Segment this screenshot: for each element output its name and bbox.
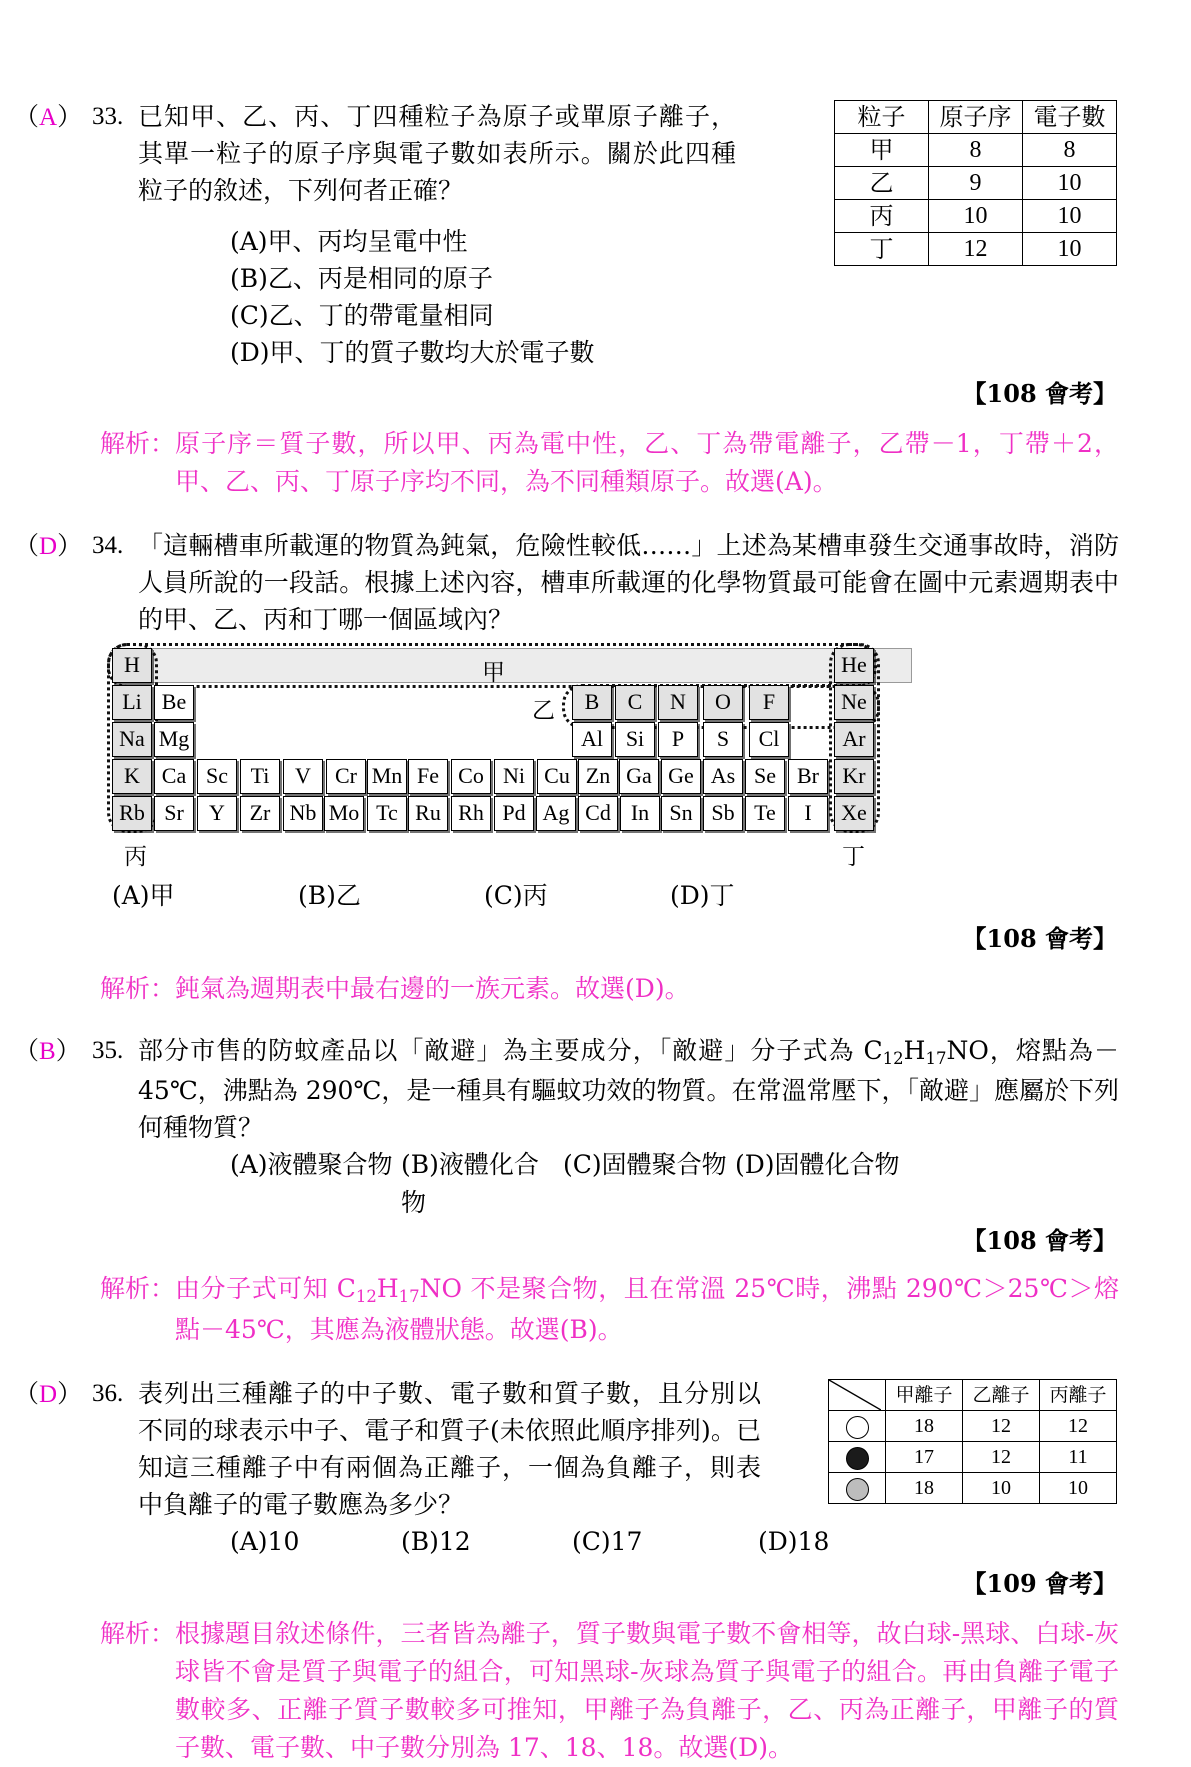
table-header-row [835, 101, 1117, 134]
element-Rb: Rb [112, 796, 152, 831]
region-outline-jia [107, 643, 877, 688]
q35-answer-key [0, 1032, 92, 1070]
q36-explanation-text: 根據題目敘述條件，三者皆為離子，質子數與電子數不會相等，故白球-黑球、白球-灰球皆不會是質子與電子的組合，可知黑球-灰球為質子與電子的組合。再由負離子電子數較多、正離子質子數較多可推知，甲離子為負離子，乙、丙為正離子，甲離子的質子數、電子數、中子數分別為 17、18、18。故選(D)。 [175, 1619, 1119, 1762]
q33-explanation-text: 原子序＝質子數，所以甲、丙為電中性，乙、丁為帶電離子，乙帶－1，丁帶＋2，甲、乙、丙、丁原子序均不同，為不同種類原子。故選(A)。 [175, 429, 1119, 496]
q33-r2c2: 10 [1023, 200, 1117, 233]
element-Se: Se [745, 759, 785, 794]
region-label-yi: 乙 [532, 698, 555, 724]
element-Cd: Cd [578, 796, 618, 831]
question-33 [0, 0, 1191, 411]
q35-exp-part2: H [376, 1274, 399, 1303]
q33-r0c0: 甲 [835, 134, 929, 167]
element-Xe: Xe [834, 796, 874, 831]
table-row [835, 167, 1117, 200]
element-Kr: Kr [834, 759, 874, 794]
element-Be: Be [154, 685, 194, 720]
element-Si: Si [615, 722, 655, 757]
element-C: C [615, 685, 655, 720]
element-Sc: Sc [197, 759, 237, 794]
q36-marker-gray-circle-icon [829, 1473, 886, 1504]
element-In: In [620, 796, 660, 831]
q36-marker-white-circle-icon [829, 1411, 886, 1442]
q35-stem-part2: H [903, 1036, 926, 1065]
q36-option-c: (C)17 [572, 1527, 643, 1556]
q36-r1c1: 17 [886, 1442, 963, 1473]
element-He: He [834, 648, 874, 683]
paren-open: （ [14, 531, 40, 560]
element-Sr: Sr [154, 796, 194, 831]
element-As: As [703, 759, 743, 794]
table-row [835, 200, 1117, 233]
q33-r1c1: 9 [929, 167, 1023, 200]
q35-option-d: (D)固體化合物 [735, 1150, 900, 1179]
table-row [829, 1411, 1117, 1442]
table-row [829, 1442, 1117, 1473]
q34-option-d: (D)丁 [670, 881, 735, 910]
element-Mg: Mg [154, 722, 194, 757]
element-Rh: Rh [451, 796, 491, 831]
element-Cr: Cr [326, 759, 366, 794]
table-row [835, 233, 1117, 266]
q33-r3c1: 12 [929, 233, 1023, 266]
q36-option-a: (A)10 [230, 1527, 300, 1556]
q33-r1c0: 乙 [835, 167, 929, 200]
periodic-table [112, 648, 912, 872]
element-Ge: Ge [661, 759, 701, 794]
q36-ion-table [828, 1379, 1117, 1504]
element-B: B [572, 685, 612, 720]
paren-close: ） [57, 1379, 83, 1408]
element-Ag: Ag [536, 796, 576, 831]
q33-option-c: (C)乙、丁的帶電量相同 [230, 301, 494, 330]
q33-option-b: (B)乙、丙是相同的原子 [230, 264, 493, 293]
q35-answer-letter: B [39, 1038, 56, 1065]
q34-number: 34. [92, 532, 124, 559]
q35-sub-12: 12 [882, 1048, 904, 1068]
element-Br: Br [788, 759, 828, 794]
region-label-bing: 丙 [124, 844, 147, 870]
q35-exp-part3: NO 不是聚合物，且在常溫 25℃時，沸點 290℃＞25℃＞熔點－45℃，其應為液體狀態。故選(B)。 [175, 1274, 1120, 1344]
q33-r1c2: 10 [1023, 167, 1117, 200]
q35-exp-part1: 由分子式可知 C [175, 1274, 356, 1303]
element-Cu: Cu [537, 759, 577, 794]
element-Al: Al [572, 722, 612, 757]
table-header-row [829, 1380, 1117, 1411]
element-Ru: Ru [408, 796, 448, 831]
q35-stem-part3: NO，熔點為－45℃，沸點為 290℃，是一種具有驅蚊功效的物質。在常溫常壓下，「敵避」應屬於下列何種物質？ [138, 1036, 1120, 1142]
element-Ne: Ne [834, 685, 874, 720]
q34-options [112, 876, 1191, 912]
explain-label: 解析： [100, 1619, 176, 1648]
element-Pd: Pd [494, 796, 534, 831]
q33-r2c1: 10 [929, 200, 1023, 233]
q33-explanation [0, 425, 1191, 501]
element-Ar: Ar [834, 722, 874, 757]
q36-answer-key [0, 1375, 92, 1413]
explain-label: 解析： [100, 1274, 176, 1303]
q35-option-b: (B)液體化合物 [401, 1150, 539, 1217]
q35-explanation [0, 1270, 1191, 1349]
q33-source: 【108 會考】 [962, 379, 1117, 408]
black-circle-icon [846, 1447, 869, 1470]
element-Cl: Cl [749, 722, 789, 757]
q35-option-a: (A)液體聚合物 [230, 1150, 393, 1179]
q36-r0c3: 12 [1040, 1411, 1117, 1442]
q36-option-b: (B)12 [401, 1527, 471, 1556]
q36-source: 【109 會考】 [962, 1569, 1117, 1598]
paren-close: ） [55, 1036, 81, 1065]
gray-circle-icon [846, 1478, 869, 1501]
paren-close: ） [57, 102, 83, 131]
element-Ti: Ti [240, 759, 280, 794]
element-H: H [112, 648, 152, 683]
q36-th-2: 丙離子 [1040, 1380, 1117, 1411]
element-S: S [703, 722, 743, 757]
q36-marker-black-circle-icon [829, 1442, 886, 1473]
paren-open: （ [14, 1036, 40, 1065]
q33-answer-key [0, 98, 92, 136]
element-O: O [703, 685, 743, 720]
table-row [829, 1473, 1117, 1504]
q36-number: 36. [92, 1380, 124, 1407]
white-circle-icon [846, 1416, 869, 1439]
q35-options [230, 1146, 1191, 1222]
q36-r0c1: 18 [886, 1411, 963, 1442]
q34-explanation-text: 鈍氣為週期表中最右邊的一族元素。故選(D)。 [175, 974, 690, 1003]
q35-exp-sub-17: 17 [398, 1286, 420, 1306]
element-I: I [788, 796, 828, 831]
element-V: V [283, 759, 323, 794]
q36-r0c2: 12 [963, 1411, 1040, 1442]
element-Zr: Zr [240, 796, 280, 831]
q34-stem: 「這輛槽車所載運的物質為鈍氣，危險性較低……」上述為某槽車發生交通事故時，消防人員所說的一段話。根據上述內容，槽車所載運的化學物質最可能會在圖中元素週期表中的甲、乙、丙和丁哪一個區域內？ [138, 531, 1119, 634]
question-34 [0, 527, 1191, 956]
q33-stem: 已知甲、乙、丙、丁四種粒子為原子或單原子離子，其單一粒子的原子序與電子數如表所示。關於此四種粒子的敘述，下列何者正確？ [138, 102, 736, 205]
q35-exp-sub-12: 12 [355, 1286, 377, 1306]
q33-th-2: 電子數 [1023, 101, 1117, 134]
q36-r2c3: 10 [1040, 1473, 1117, 1504]
q36-th-1: 乙離子 [963, 1380, 1040, 1411]
q36-option-d: (D)18 [758, 1527, 830, 1556]
q36-r2c2: 10 [963, 1473, 1040, 1504]
q34-option-a: (A)甲 [112, 881, 175, 910]
q33-r2c0: 丙 [835, 200, 929, 233]
q35-stem [138, 1032, 1119, 1146]
q36-corner-cell [829, 1380, 886, 1411]
element-Li: Li [112, 685, 152, 720]
q35-sub-17: 17 [925, 1048, 947, 1068]
q36-th-0: 甲離子 [886, 1380, 963, 1411]
q33-number: 33. [92, 103, 124, 130]
q34-answer-letter: D [39, 533, 58, 560]
element-Zn: Zn [578, 759, 618, 794]
q34-option-b: (B)乙 [298, 881, 361, 910]
element-Y: Y [197, 796, 237, 831]
explain-label: 解析： [100, 974, 176, 1003]
region-label-jia: 甲 [482, 660, 505, 686]
q34-explanation [0, 970, 1191, 1008]
question-35 [0, 1032, 1191, 1258]
q34-answer-key [0, 527, 92, 565]
paren-open: （ [14, 1379, 40, 1408]
q35-stem-part1: 部分市售的防蚊產品以「敵避」為主要成分，「敵避」分子式為 C [138, 1036, 883, 1065]
q36-answer-letter: D [39, 1381, 58, 1408]
element-Mn: Mn [367, 759, 407, 794]
q33-r3c0: 丁 [835, 233, 929, 266]
element-K: K [112, 759, 152, 794]
q36-r1c2: 12 [963, 1442, 1040, 1473]
paren-open: （ [14, 102, 40, 131]
question-36 [0, 1375, 1191, 1601]
element-Ga: Ga [619, 759, 659, 794]
element-Mo: Mo [324, 796, 364, 831]
q33-option-a: (A)甲、丙均呈電中性 [230, 227, 468, 256]
element-Fe: Fe [408, 759, 448, 794]
table-row [835, 134, 1117, 167]
q35-number: 35. [92, 1037, 124, 1064]
q33-r0c2: 8 [1023, 134, 1117, 167]
q33-particle-table [834, 100, 1117, 266]
element-F: F [749, 685, 789, 720]
q36-options [230, 1523, 1191, 1561]
q34-periodic-table-figure [112, 648, 912, 872]
element-P: P [658, 722, 698, 757]
q36-explanation [0, 1615, 1191, 1767]
q33-answer-letter: A [39, 104, 58, 131]
q34-option-c: (C)丙 [484, 881, 548, 910]
element-Ca: Ca [154, 759, 194, 794]
q34-source: 【108 會考】 [962, 924, 1117, 953]
element-Sn: Sn [661, 796, 701, 831]
element-N: N [658, 685, 698, 720]
element-Sb: Sb [703, 796, 743, 831]
q35-option-c: (C)固體聚合物 [563, 1150, 727, 1179]
q35-source: 【108 會考】 [962, 1226, 1117, 1255]
element-Te: Te [745, 796, 785, 831]
element-Na: Na [112, 722, 152, 757]
element-Nb: Nb [283, 796, 323, 831]
q33-th-0: 粒子 [835, 101, 929, 134]
q35-explanation-text [175, 1270, 1119, 1349]
q36-stem: 表列出三種離子的中子數、電子數和質子數，且分別以不同的球表示中子、電子和質子(未依照此順序排列)。已知這三種離子中有兩個為正離子，一個為負離子，則表中負離子的電子數應為多少？ [138, 1379, 761, 1519]
q33-option-d: (D)甲、丁的質子數均大於電子數 [230, 338, 595, 367]
explain-label: 解析： [100, 429, 176, 458]
q36-r1c3: 11 [1040, 1442, 1117, 1473]
element-Co: Co [451, 759, 491, 794]
q33-r0c1: 8 [929, 134, 1023, 167]
region-label-ding: 丁 [842, 844, 865, 870]
q33-th-1: 原子序 [929, 101, 1023, 134]
paren-close: ） [57, 531, 83, 560]
q33-r3c2: 10 [1023, 233, 1117, 266]
element-Tc: Tc [367, 796, 407, 831]
diagonal-line-icon [829, 1380, 881, 1410]
element-Ni: Ni [494, 759, 534, 794]
q36-r2c1: 18 [886, 1473, 963, 1504]
